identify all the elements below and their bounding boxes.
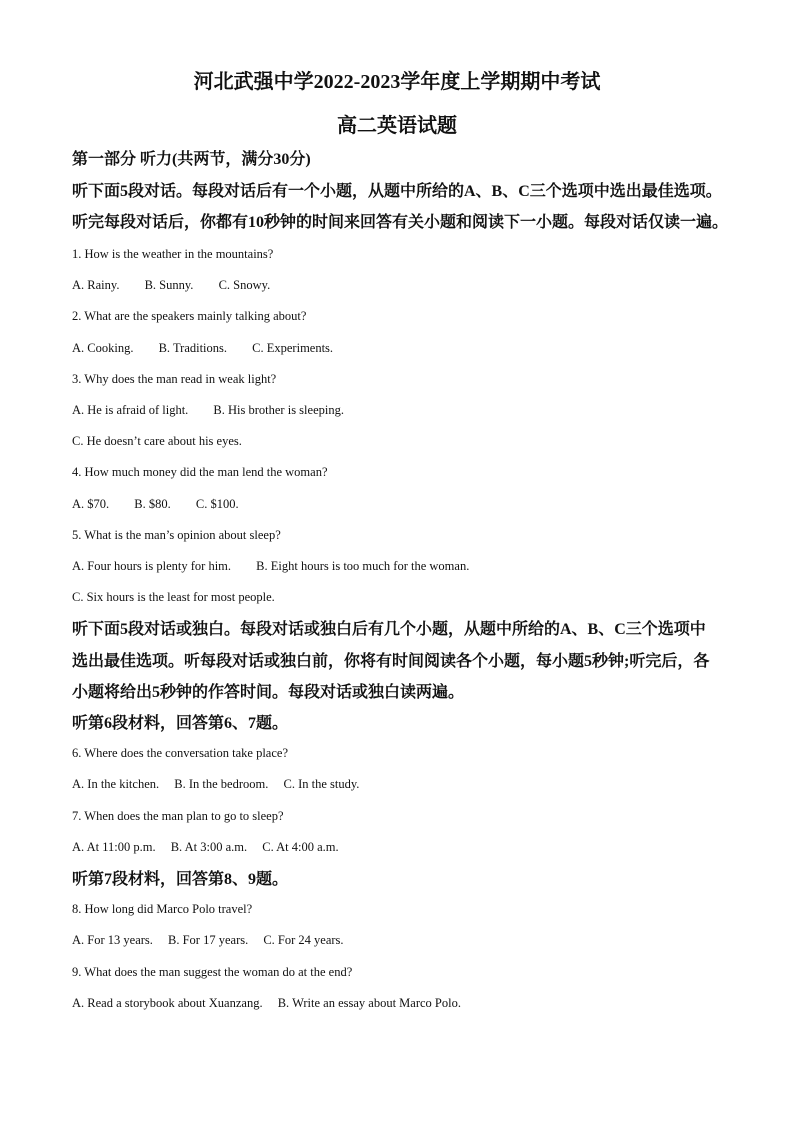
- exam-title: 河北武强中学2022-2023学年度上学期期中考试: [193, 71, 601, 93]
- question-options: [72, 402, 344, 418]
- option-a: A. Rainy.: [72, 278, 120, 292]
- option-b: B. In the bedroom.: [174, 777, 269, 791]
- option-a: A. Read a storybook about Xuanzang.: [72, 996, 263, 1010]
- question-stem: 6. Where does the conversation take place?: [72, 746, 288, 760]
- question-options: [72, 277, 270, 293]
- option-b: B. His brother is sleeping.: [213, 403, 344, 417]
- question-options: [72, 776, 359, 792]
- option-b: B. $80.: [134, 497, 171, 511]
- question-stem: 3. Why does the man read in weak light?: [72, 372, 277, 386]
- option-c: C. Snowy.: [218, 278, 271, 292]
- option-c: C. $100.: [195, 497, 239, 511]
- question-options: [72, 496, 239, 512]
- question-stem: 2. What are the speakers mainly talking about?: [72, 309, 307, 323]
- option-a: A. For 13 years.: [72, 933, 153, 947]
- option-c: C. For 24 years.: [263, 933, 344, 947]
- option-c: C. Six hours is the least for most people.: [72, 590, 275, 604]
- option-a: A. In the kitchen.: [72, 777, 160, 791]
- question-stem: 9. What does the man suggest the woman do at the end?: [72, 965, 353, 979]
- question-stem: 5. What is the man’s opinion about sleep?: [72, 528, 281, 542]
- question-options: [72, 932, 344, 948]
- question-options: [72, 995, 461, 1011]
- option-c: C. In the study.: [283, 777, 360, 791]
- question-stem: 1. How is the weather in the mountains?: [72, 247, 274, 261]
- question-options: [72, 340, 333, 356]
- option-a: A. He is afraid of light.: [72, 403, 189, 417]
- option-a: A. $70.: [72, 497, 110, 511]
- option-b: B. Write an essay about Marco Polo.: [277, 996, 461, 1010]
- section2-instruction-line2: 选出最佳选项。听每段对话或独白前，你将有时间阅读各个小题，每小题5秒钟;听完后，各: [72, 653, 710, 670]
- section1-instruction-line2: 听完每段对话后，你都有10秒钟的时间来回答有关小题和阅读下一小题。每段对话仅读一遍。: [72, 214, 729, 231]
- exam-subtitle: 高二英语试题: [337, 115, 457, 137]
- option-a: A. Cooking.: [72, 341, 134, 355]
- question-stem: 4. How much money did the man lend the woman?: [72, 465, 328, 479]
- option-b: B. At 3:00 a.m.: [170, 840, 248, 854]
- option-c: C. Experiments.: [252, 341, 334, 355]
- option-b: B. For 17 years.: [168, 933, 249, 947]
- option-b: B. Eight hours is too much for the woman.: [256, 559, 470, 573]
- option-c: C. At 4:00 a.m.: [262, 840, 339, 854]
- material-heading-7: 听第7段材料，回答第8、9题。: [72, 871, 289, 888]
- material-heading-6: 听第6段材料，回答第6、7题。: [72, 715, 289, 732]
- option-b: B. Traditions.: [158, 341, 228, 355]
- question-stem: 8. How long did Marco Polo travel?: [72, 902, 253, 916]
- option-a: A. Four hours is plenty for him.: [72, 559, 232, 573]
- option-c: C. He doesn’t care about his eyes.: [72, 434, 242, 448]
- part-heading: 第一部分 听力(共两节，满分30分): [72, 151, 311, 168]
- section1-instruction-line1: 听下面5段对话。每段对话后有一个小题，从题中所给的A、B、C三个选项中选出最佳选项。: [72, 183, 722, 200]
- section2-instruction-line3: 小题将给出5秒钟的作答时间。每段对话或独白读两遍。: [72, 684, 465, 701]
- question-stem: 7. When does the man plan to go to sleep?: [72, 809, 284, 823]
- question-options: [72, 558, 469, 574]
- question-options: [72, 839, 339, 855]
- option-a: A. At 11:00 p.m.: [72, 840, 156, 854]
- section2-instruction-line1: 听下面5段对话或独白。每段对话或独白后有几个小题，从题中所给的A、B、C三个选项中: [72, 621, 706, 638]
- option-b: B. Sunny.: [144, 278, 194, 292]
